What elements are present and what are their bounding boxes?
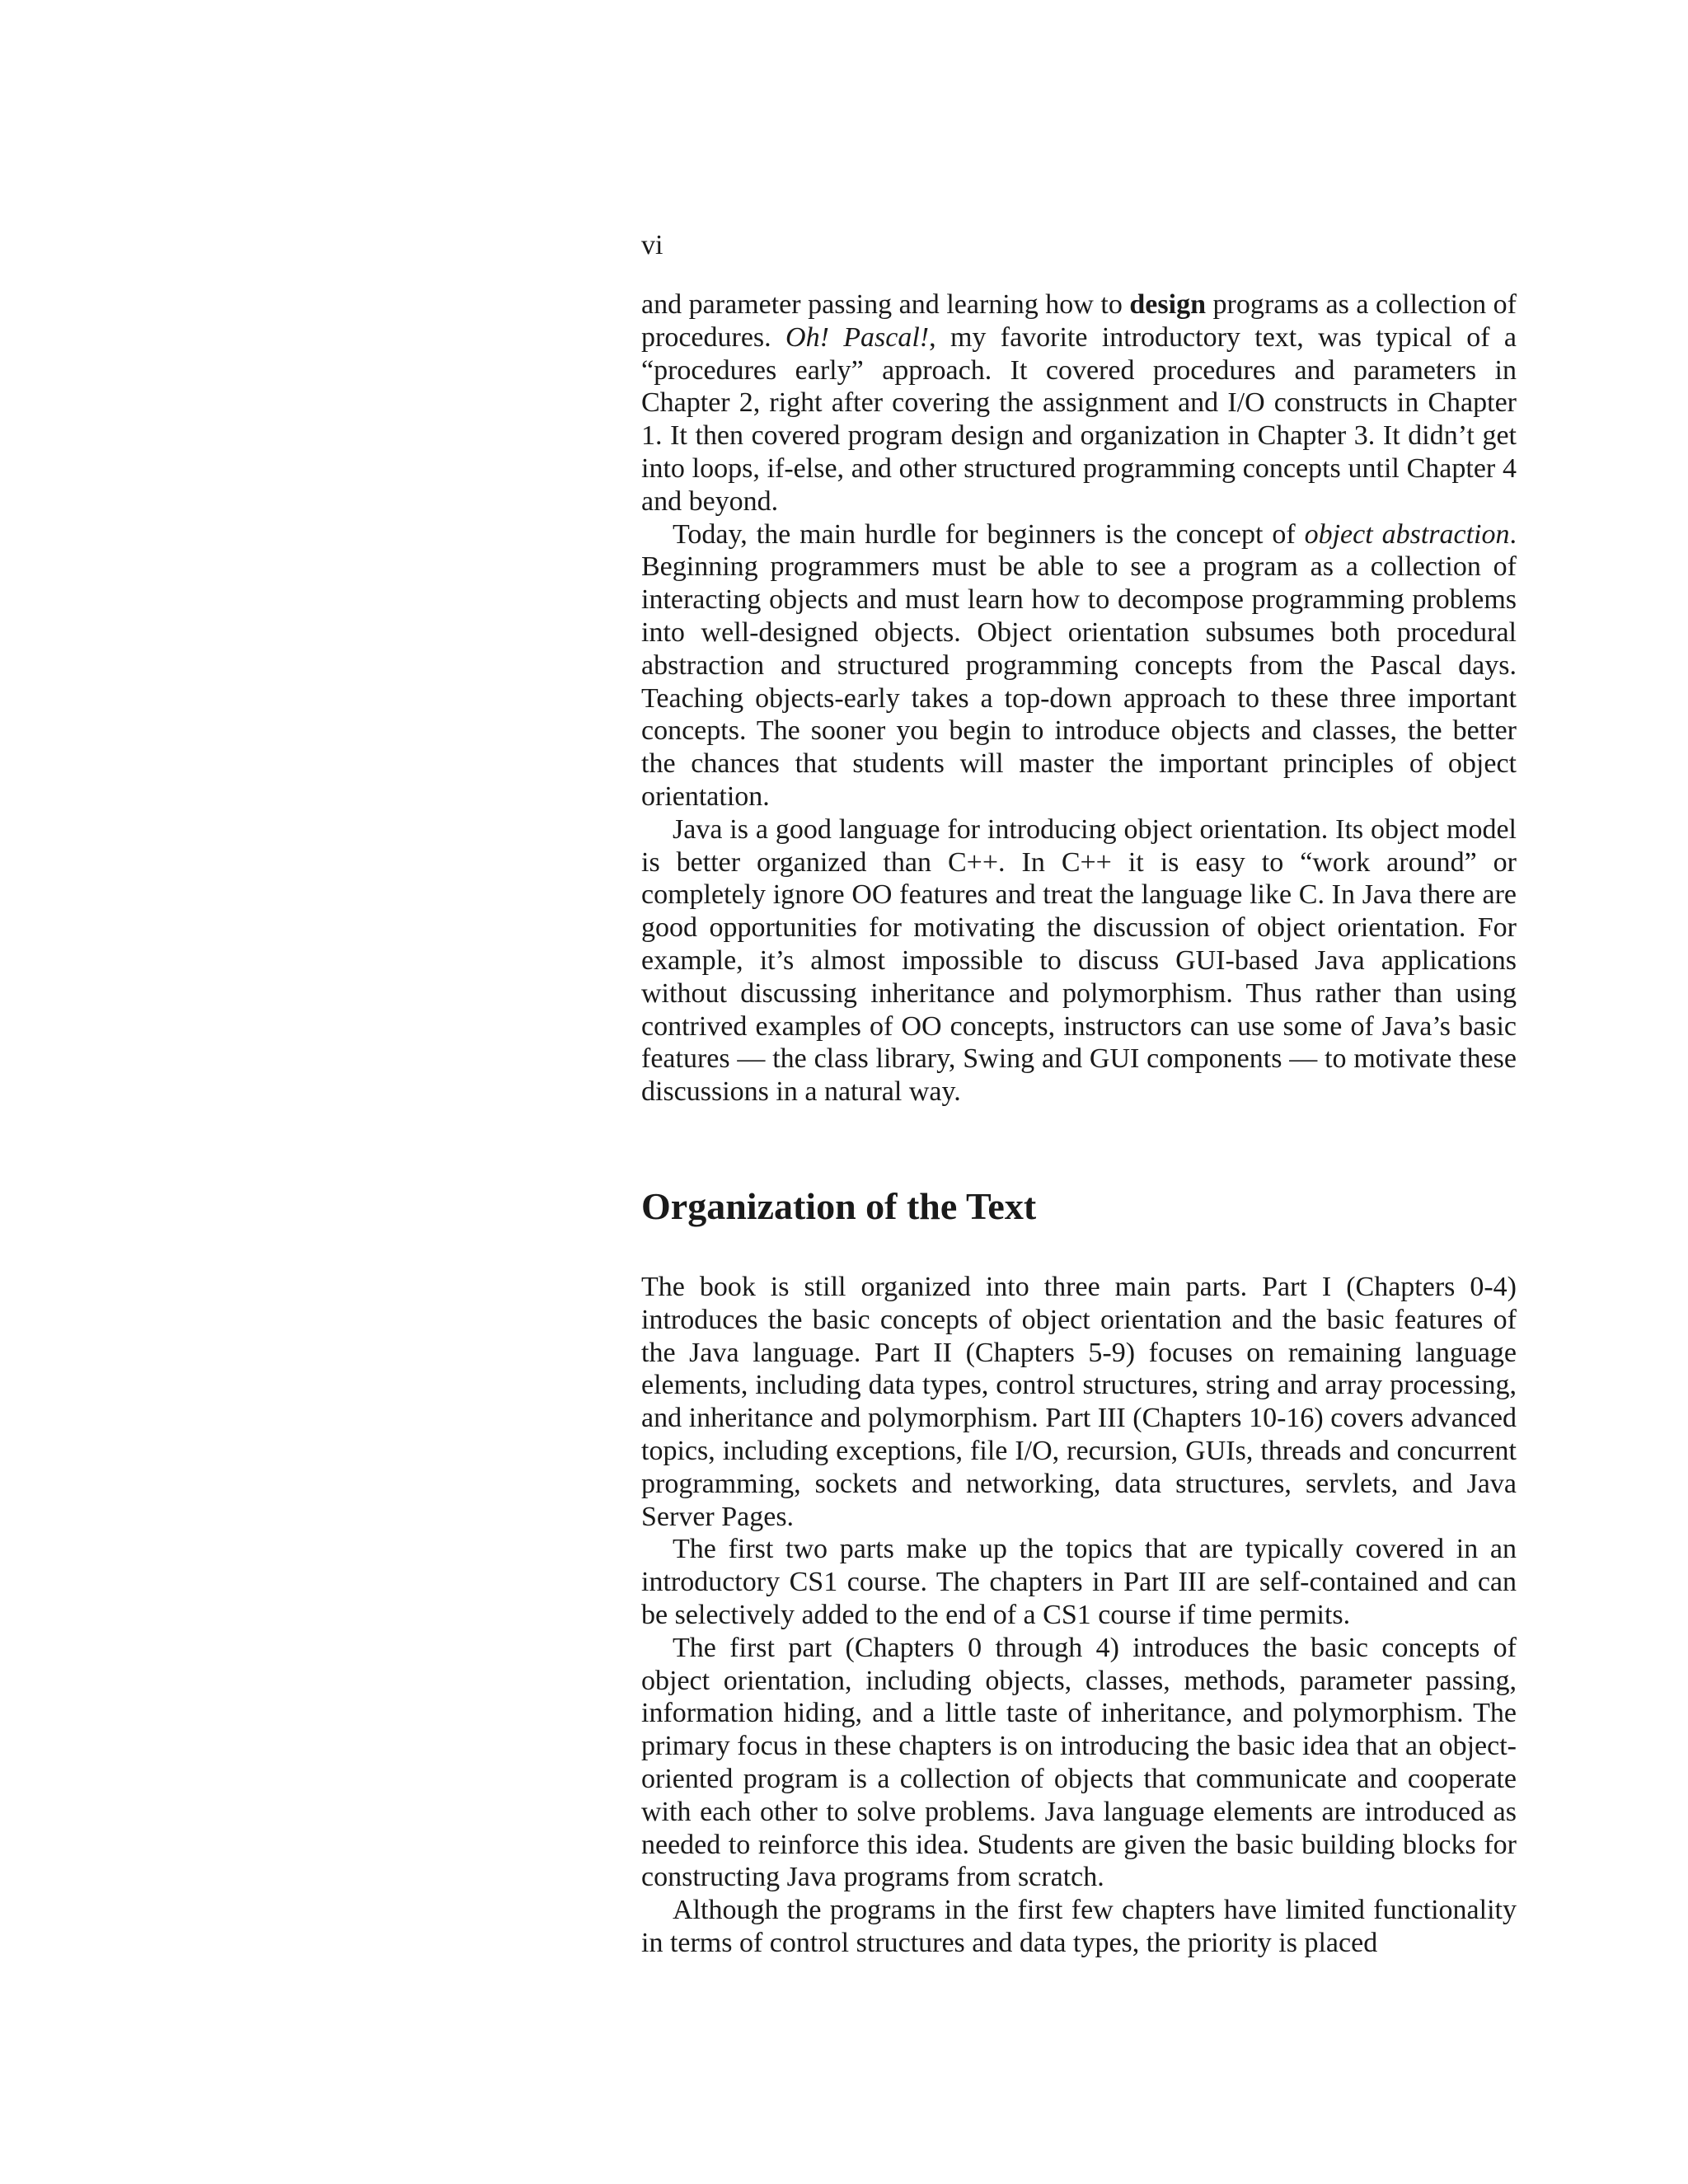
section-heading: Organization of the Text: [641, 1185, 1037, 1227]
book-title-oh-pascal: Oh! Pascal!: [785, 321, 930, 353]
paragraph-limited-functionality: Although the programs in the first few chapters have limited functionality in terms of control structures and data types, the priority is placed: [641, 1895, 1517, 1958]
body-text-top: [641, 288, 1517, 1108]
paragraph-three-parts: The book is still organized into three main parts. Part I (Chapters 0-4) introduces the basic concepts of object orientation and the basic features of the Java language. Part II (Chapters 5-9) focuses on remaining language elements, including data types, control structures, string and array processing, and inheritance and polymorphism. Part III (Chapters 10-16) covers advanced topics, including exceptions, file I/O, recursion, GUIs, threads and concurrent programming, sockets and networking, data structures, servlets, and Java Server Pages.: [641, 1272, 1517, 1532]
paragraph-procedures-early: [641, 288, 1517, 518]
text-run: . Beginning programmers must be able to see a program as a collection of interacting objects and must learn how to decompose programming problems into well-designed objects. Object orientation subsumes both procedural abstraction and structured programming concepts from the Pascal days. Teaching objects-early takes a top-down approach to these three important concepts. The sooner you begin to introduce objects and classes, the better the chances that students will master the important principles of object orientation.: [641, 518, 1517, 812]
paragraph-cs1-course: The first two parts make up the topics that are typically covered in an introductory CS1 course. The chapters in Part III are self-contained and can be selectively added to the end of a CS1 course if time permits.: [641, 1534, 1517, 1630]
bold-term-design: design: [1129, 289, 1206, 320]
text-run: programs as a collection of procedures.: [641, 289, 1517, 353]
paragraph-first-part: The first part (Chapters 0 through 4) introduces the basic concepts of object orientation, including objects, classes, methods, parameter passing, information hiding, and a little taste of inheritance, and polymorphism. The primary focus in these chapters is on introducing the basic idea that an object-oriented program is a collection of objects that communicate and cooperate with each other to solve problems. Java language elements are introduced as needed to reinforce this idea. Students are given the basic building blocks for constructing Java programs from scratch.: [641, 1632, 1517, 1893]
page-number: vi: [641, 230, 663, 260]
paragraph-java-language: Java is a good language for introducing object orientation. Its object model is better organized than C++. In C++ it is easy to “work around” or completely ignore OO features and treat the language like C. In Java there are good opportunities for motivating the discussion of object orientation. For example, it’s almost impossible to discuss GUI-based Java applications without discussing inheritance and polymorphism. Thus rather than using contrived examples of OO concepts, instructors can use some of Java’s basic features — the class library, Swing and GUI components — to motivate these discussions in a natural way.: [641, 813, 1517, 1108]
body-text-organization: [641, 1271, 1517, 1960]
italic-term-object-abstraction: object abstraction: [1304, 518, 1510, 550]
paragraph-object-abstraction: [641, 518, 1517, 813]
text-run: and parameter passing and learning how to: [641, 289, 1130, 320]
text-run: Today, the main hurdle for beginners is the concept of: [673, 518, 1305, 550]
text-run: , my favorite introductory text, was typical of a “procedures early” approach. It covered procedures and parameters in Chapter 2, right after covering the assignment and I/O constructs in Chapter 1. It then covered program design and organization in Chapter 3. It didn’t get into loops, if-else, and other structured programming concepts until Chapter 4 and beyond.: [641, 321, 1517, 517]
